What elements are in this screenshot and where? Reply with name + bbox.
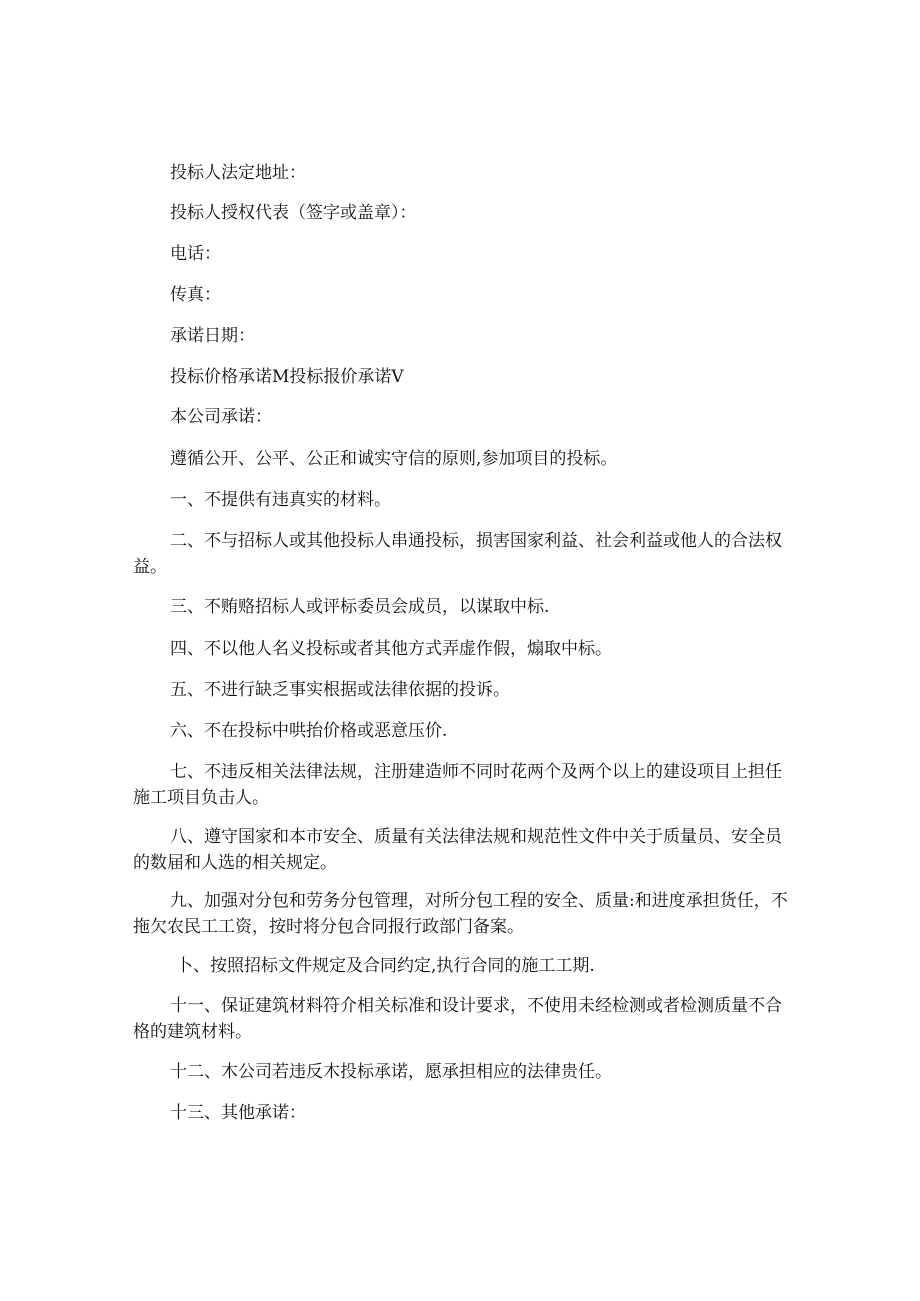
document-page: 投标人法定地址： 投标人授权代表（签字或盖章）： 电话： 传真： 承诺日期： 投标价格承诺M投标报价承诺V 本公司承诺： 遵循公开、公平、公正和诚实守信的原则,参加项目的投标。 一、不提供有违真实的材料。 二、不与招标人或其他投标人串通投标，损害国家利益、社会利益或他人的合法权 益。 三、不贿赂招标人或评标委员会成员，以谋取中标. 四、不以他人名义投标或者其他方式弄虚作假，煽取中标。 五、不进行缺乏事实根据或法律依据的投诉。 六、不在投标中哄抬价格或恶意压价. 七、不违反相关法律法规，注册建造师不同时花两个及两个以上的建设项目上担任 施工项目负击人。 八、遵守国家和本市安全、质量有关法律法规和规范性文件中关于质量员、安全员 的数届和人选的相关规定。 九、加强对分包和劳务分包管理，对所分包工程的安全、质量:和进度承担货任，不 拖欠农民工工资，按时将分包合同报行政部门备案。 卜、按照招标文件规定及合同约定,执行合同的施工工期. 十一、保证建筑材料符介相关标准和设计要求，不使用未经检测或者检测质量不合 格的建筑材料。 十二、木公司若违反木投标承诺，愿承担相应的法律贵任。 十三、其他承诺： (0, 0, 920, 1301)
